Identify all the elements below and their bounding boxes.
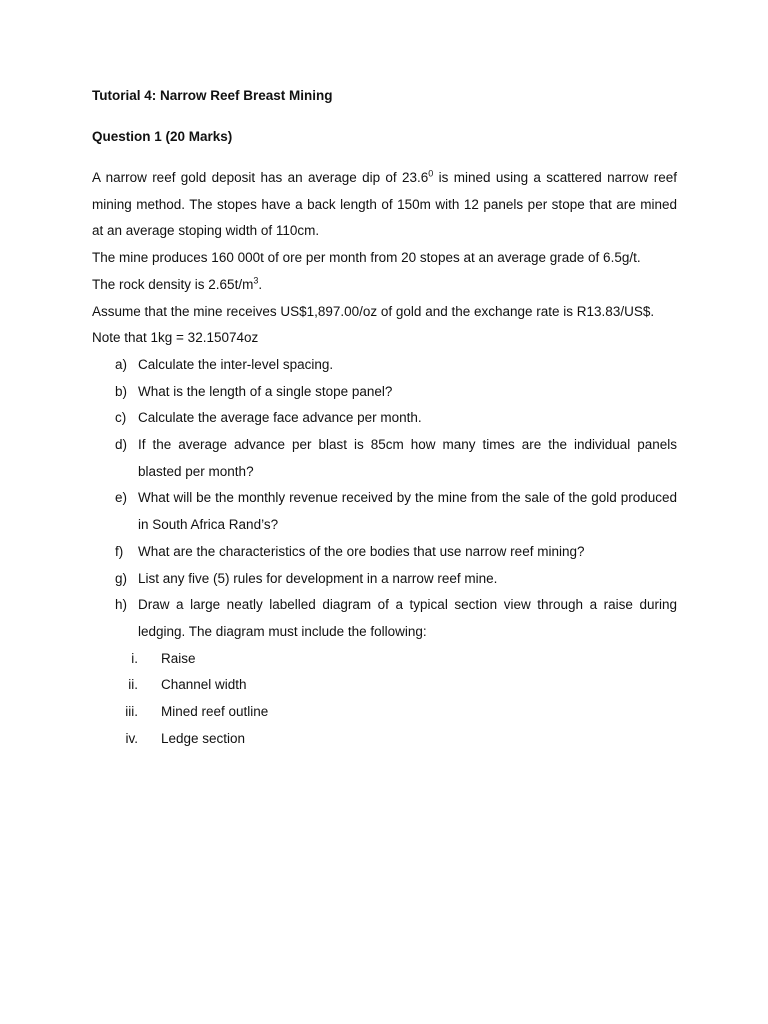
list-item <box>92 566 677 593</box>
item-marker: e) <box>115 490 128 506</box>
item-marker: h) <box>115 597 128 613</box>
list-item <box>92 485 677 538</box>
item-marker: f) <box>115 543 124 559</box>
item-marker: d) <box>115 437 128 453</box>
intro-text: A narrow reef gold deposit has an average dip of 23.6 <box>92 170 429 185</box>
item-text: Calculate the average face advance per month. <box>138 410 422 426</box>
item-marker: a) <box>115 356 128 372</box>
item-marker: g) <box>115 570 128 586</box>
question-list <box>92 352 677 646</box>
item-marker: b) <box>115 383 128 399</box>
list-item <box>92 432 677 485</box>
production-paragraph: The mine produces 160 000t of ore per month from 20 stopes at an average grade of 6.5g/t. <box>92 250 641 266</box>
conversion-note: Note that 1kg = 32.15074oz <box>92 330 259 346</box>
item-marker: c) <box>115 410 127 426</box>
intro-paragraph <box>92 165 677 245</box>
diagram-requirements-list <box>92 646 677 753</box>
price-paragraph: Assume that the mine receives US$1,897.00/oz of gold and the exchange rate is R13.83/US$. <box>92 303 655 319</box>
item-marker: iv. <box>125 730 138 746</box>
list-item <box>92 726 677 753</box>
question-heading: Question 1 (20 Marks) <box>92 129 233 144</box>
density-end: . <box>258 276 263 292</box>
question-body <box>92 165 677 752</box>
list-item <box>92 699 677 726</box>
item-text: Ledge section <box>161 730 246 746</box>
item-text: Mined reef outline <box>161 704 269 720</box>
density-text: The rock density is 2.65t/m <box>92 276 254 292</box>
item-text: What is the length of a single stope panel? <box>138 383 393 399</box>
item-text: If the average advance per blast is 85cm how many times are the individual panels blasted per month? <box>138 437 677 479</box>
item-text: Draw a large neatly labelled diagram of a typical section view through a raise during ledging. The diagram must include the following: <box>138 597 677 639</box>
list-item <box>92 379 677 406</box>
document-title: Tutorial 4: Narrow Reef Breast Mining <box>92 88 333 103</box>
item-text: What are the characteristics of the ore bodies that use narrow reef mining? <box>138 543 585 559</box>
list-item <box>92 646 677 673</box>
cubic-superscript: 3 <box>253 275 259 286</box>
intro-text-continued: is mined using a scattered narrow reef mining method. The stopes have a back length of 150m with 12 panels per stope that are mined at an average stoping width of 110cm. <box>92 170 677 239</box>
list-item <box>92 352 677 379</box>
list-item <box>92 405 677 432</box>
item-text: Raise <box>161 650 196 666</box>
list-item <box>92 539 677 566</box>
density-line <box>92 272 677 299</box>
list-item <box>92 592 677 645</box>
degree-superscript: 0 <box>428 168 434 179</box>
list-item <box>92 672 677 699</box>
item-marker: iii. <box>125 704 138 720</box>
item-marker: i. <box>131 650 138 666</box>
item-text: Channel width <box>161 677 247 693</box>
item-text: What will be the monthly revenue received by the mine from the sale of the gold produced in South Africa Rand’s? <box>138 490 677 533</box>
item-text: Calculate the inter-level spacing. <box>138 356 334 372</box>
item-text: List any five (5) rules for development in a narrow reef mine. <box>138 570 498 586</box>
item-marker: ii. <box>128 677 138 693</box>
